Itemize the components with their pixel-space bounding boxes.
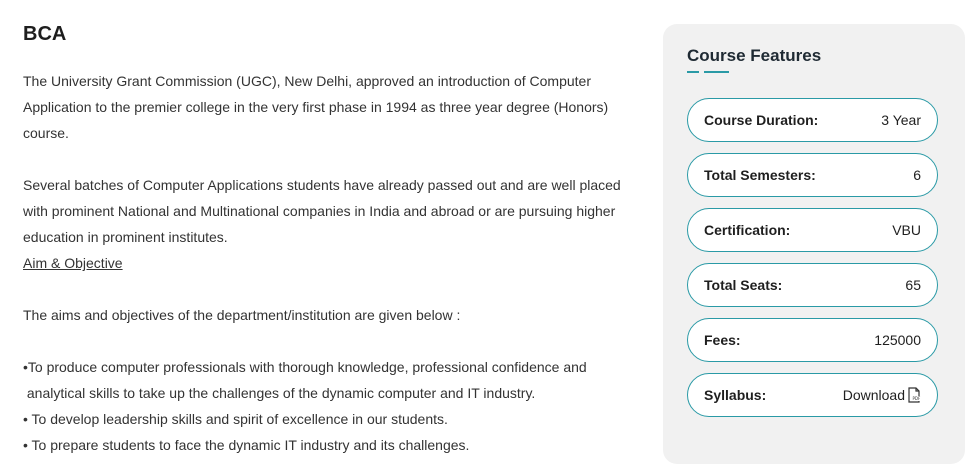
feature-row-duration xyxy=(687,98,938,142)
list-item: •To produce computer professionals with thorough knowledge, professional confidence and xyxy=(23,359,587,375)
objectives-list xyxy=(23,354,648,458)
aims-intro: The aims and objectives of the department/institution are given below : xyxy=(23,307,461,323)
download-label: Download xyxy=(842,387,905,403)
feature-label: Total Seats: xyxy=(704,277,783,293)
feature-row-semesters xyxy=(687,153,938,197)
syllabus-download-link[interactable] xyxy=(843,387,921,403)
feature-value: 65 xyxy=(905,277,921,293)
feature-label: Certification: xyxy=(704,222,791,238)
page-title: BCA xyxy=(23,23,67,45)
feature-row-certification xyxy=(687,208,938,252)
feature-row-syllabus xyxy=(687,373,938,417)
feature-row-fees xyxy=(687,318,938,362)
feature-label: Total Semesters: xyxy=(704,167,816,183)
feature-value: VBU xyxy=(892,222,921,238)
feature-label: Course Duration: xyxy=(704,112,819,128)
course-features-title: Course Features xyxy=(687,46,822,65)
course-content xyxy=(23,20,648,458)
course-features-card xyxy=(663,24,965,464)
feature-label: Fees: xyxy=(704,332,741,348)
aim-objective-link[interactable]: Aim & Objective xyxy=(23,255,123,271)
title-underline xyxy=(687,71,729,74)
intro-paragraph-1: The University Grant Commission (UGC), New Delhi, approved an introduction of Computer Application to the premier college in the very first phase in 1994 as three year degree (Honors) course. xyxy=(23,73,609,141)
feature-value: 125000 xyxy=(874,332,921,348)
feature-row-seats xyxy=(687,263,938,307)
pdf-icon xyxy=(907,387,921,403)
feature-value: 6 xyxy=(913,167,921,183)
feature-label: Syllabus: xyxy=(704,387,767,403)
list-item: • To develop leadership skills and spirit of excellence in our students. xyxy=(23,411,448,427)
list-item: analytical skills to take up the challenges of the dynamic computer and IT industry. xyxy=(23,385,536,401)
svg-text:PDF: PDF xyxy=(912,396,921,401)
list-item: • To prepare students to face the dynamic IT industry and its challenges. xyxy=(23,437,470,453)
feature-value: 3 Year xyxy=(881,112,921,128)
intro-paragraph-2: Several batches of Computer Applications students have already passed out and are well placed with prominent National and Multinational companies in India and abroad or are pursuing higher education in prominent institutes. xyxy=(23,177,621,245)
